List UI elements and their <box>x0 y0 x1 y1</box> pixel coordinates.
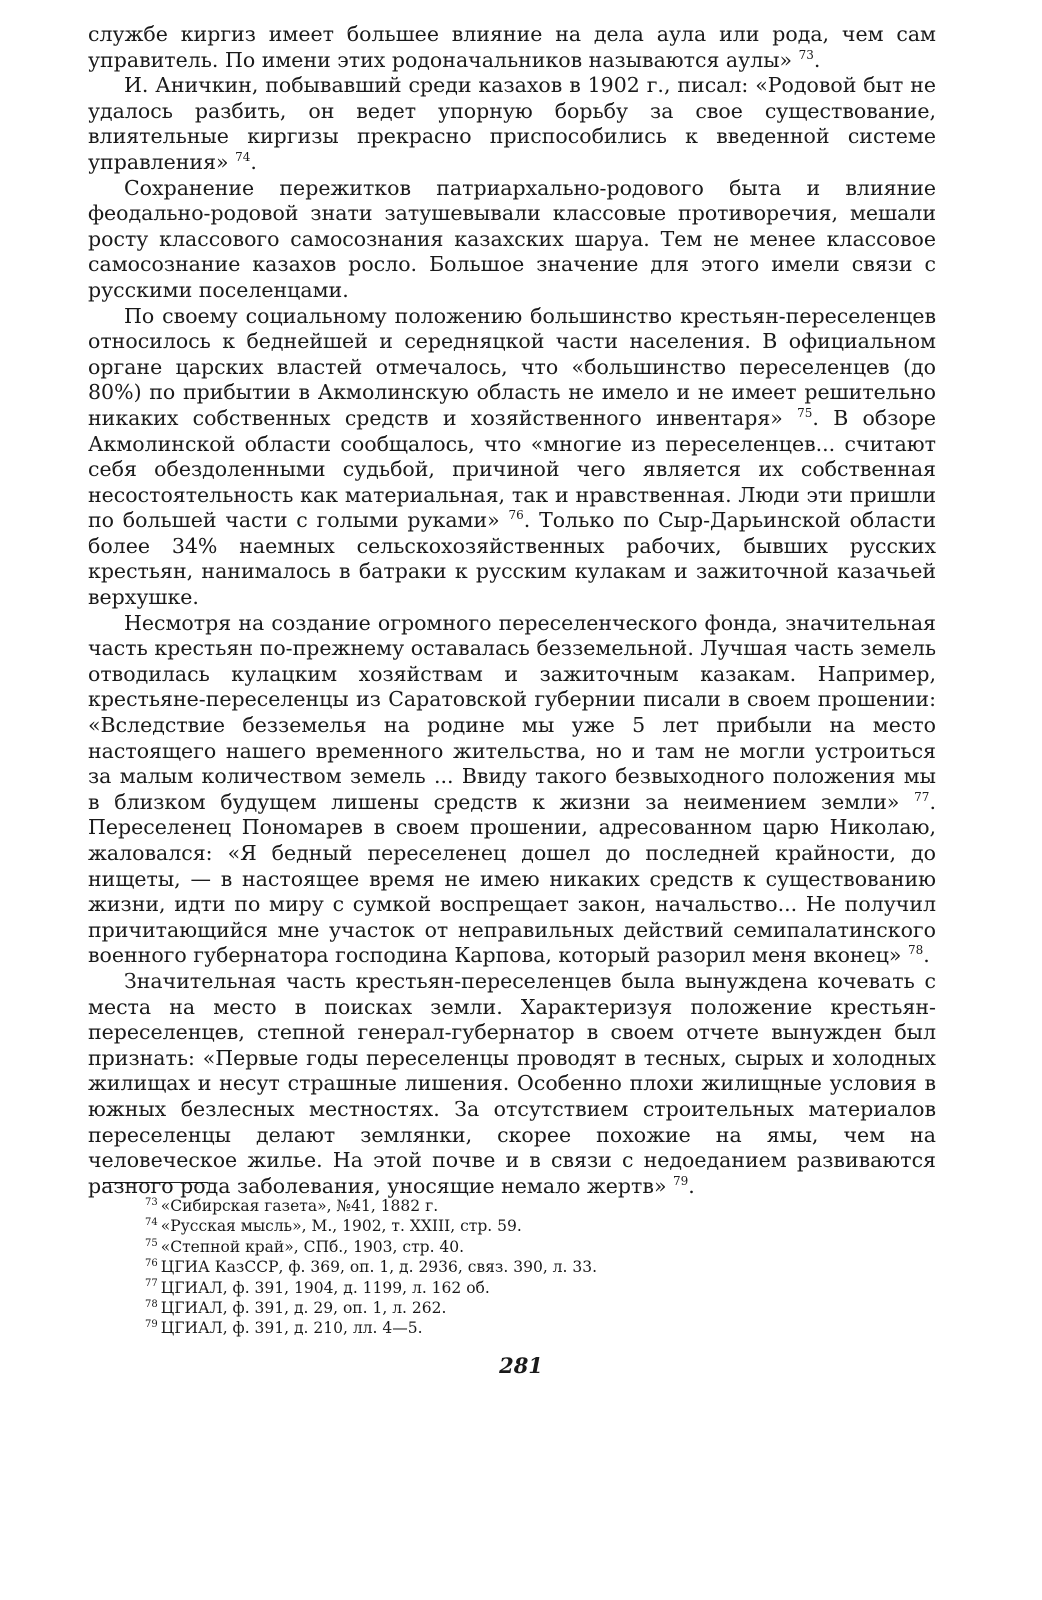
paragraph <box>88 73 936 175</box>
footnote <box>145 1237 845 1257</box>
footnote-number: 78 <box>145 1298 158 1310</box>
footnote-number: 76 <box>145 1258 158 1270</box>
footnote-divider <box>103 1182 208 1183</box>
footnote-text: ЦГИАЛ, ф. 391, 1904, д. 1199, л. 162 об. <box>160 1278 490 1297</box>
footnote-ref[interactable]: 78 <box>907 943 924 958</box>
paragraph-text: По своему социальному положению большинство крестьян-переселенцев относилось к беднейшей и середняцкой части населения. В официальном органе царских властей отмечалось, что «большинство переселенцев (до 80%) по прибытии в Акмолинскую область не имело и не имеет решительно никаких собственных средств и хозяйственного инвентаря» <box>88 303 936 430</box>
paragraph-text: Сохранение пережитков патриархально-родового быта и влияние феодально-родовой знати затушевывали классовые противоречия, мешали росту классового самосознания казахских шаруа. Тем не менее классовое самосознание казахов росло. Большое значение для этого имели связи с русскими поселенцами. <box>88 175 936 302</box>
paragraph-text: Несмотря на создание огромного переселенческого фонда, значительная часть крестьян по-прежнему оставалась безземельной. Лучшая часть земель отводилась кулацким хозяйствам и зажиточным казакам. Например, крестьяне-переселенцы из Саратовской губернии писали в своем прошении: «Вследствие безземелья на родине мы уже 5 лет прибыли на место настоящего нашего временного жительства, но и там не могли устроиться за малым количеством земель ... Ввиду такого безвыходного положения мы в близком будущем лишены средств к жизни за неимением земли» <box>88 610 936 814</box>
paragraph <box>88 176 936 304</box>
footnote-text: ЦГИАЛ, ф. 391, д. 210, лл. 4—5. <box>160 1319 423 1338</box>
footnote <box>145 1278 845 1298</box>
footnote-ref[interactable]: 74 <box>235 150 251 165</box>
paragraph <box>88 969 936 1199</box>
footnotes <box>145 1196 845 1339</box>
paragraph-tail: . Только по Сыр-Дарьинской области более 34% наемных сельскохозяйственных рабочих, бывших русских крестьян, нанималось в батраки к русским кулакам и зажиточной казачьей верхушке. <box>88 508 936 610</box>
footnote-number: 77 <box>145 1278 158 1290</box>
paragraph-tail: . <box>250 149 257 174</box>
footnote-ref[interactable]: 73 <box>798 47 814 62</box>
paragraph-tail: . <box>923 943 930 968</box>
paragraph-tail: . Переселенец Пономарев в своем прошении, адресованном царю Николаю, жаловался: «Я бедный переселенец дошел до последней крайности, до нищеты, — в настоящее время не имею никаких средств к существованию жизни, идти по миру с сумкой воспрещает закон, начальство... Не получил причитающийся мне участок от неправильных действий семипалатинского военного губернатора господина Карпова, который разорил меня вконец» <box>88 789 936 968</box>
footnote <box>145 1298 845 1318</box>
main-text <box>88 22 936 1199</box>
page-number: 281 <box>499 1353 543 1378</box>
paragraph-tail: . <box>813 47 821 72</box>
footnote-text: ЦГИАЛ, ф. 391, д. 29, оп. 1, л. 262. <box>160 1299 447 1318</box>
footnote <box>145 1216 845 1236</box>
paragraph-text: И. Аничкин, побывавший среди казахов в 1902 г., писал: «Родовой быт не удалось разбить, он ведет упорную борьбу за свое существование, влиятельные киргизы прекрасно приспособились к введенной системе управления» <box>88 73 936 174</box>
footnote-text: ЦГИА КазССР, ф. 369, оп. 1, д. 2936, связ. 390, л. 33. <box>160 1258 598 1277</box>
footnote-ref[interactable]: 77 <box>914 789 930 804</box>
footnote-number: 74 <box>145 1217 158 1229</box>
footnote-number: 75 <box>145 1237 158 1249</box>
paragraph-text: Значительная часть крестьян-переселенцев была вынуждена кочевать с места на место в поисках земли. Характеризуя положение крестьян-переселенцев, степной генерал-губернатор в своем отчете вынужден был признать: «Первые годы переселенцы проводят в тесных, сырых и холодных жилищах и несут страшные лишения. Особенно плохи жилищные условия в южных безлесных местностях. За отсутствием строительных материалов переселенцы делают землянки, скорее похожие на ямы, чем на человеческое жилье. На этой почве и в связи с недоеданием развиваются разного рода заболевания, уносящие немало жертв» <box>88 968 936 1198</box>
paragraph-tail: . <box>688 1173 695 1198</box>
footnote <box>145 1257 845 1277</box>
footnote-number: 79 <box>145 1319 158 1331</box>
footnote-text: «Степной край», СПб., 1903, стр. 40. <box>160 1237 465 1256</box>
footnote-ref[interactable]: 75 <box>797 406 813 421</box>
paragraph <box>88 22 936 73</box>
paragraph <box>88 611 936 969</box>
footnote-text: «Русская мысль», М., 1902, т. XXIII, стр. 59. <box>160 1217 522 1236</box>
paragraph <box>88 304 936 611</box>
paragraph-tail: . В обзоре Акмолинской области сообщалось, что «многие из переселенцев... считают себя обездоленными судьбой, причиной чего является их собственная несостоятельность как материальная, так и нравственная. Люди эти пришли по большей части с голыми руками» <box>88 405 936 533</box>
paragraph-text: службе киргиз имеет большее влияние на дела аула или рода, чем сам управитель. По имени этих родоначальников называются аулы» <box>88 22 936 72</box>
footnote <box>145 1196 845 1216</box>
footnote-number: 73 <box>145 1196 158 1208</box>
footnote-ref[interactable]: 79 <box>673 1173 689 1188</box>
footnote <box>145 1318 845 1338</box>
footnote-ref[interactable]: 76 <box>508 508 524 523</box>
footnote-text: «Сибирская газета», №41, 1882 г. <box>160 1197 439 1215</box>
